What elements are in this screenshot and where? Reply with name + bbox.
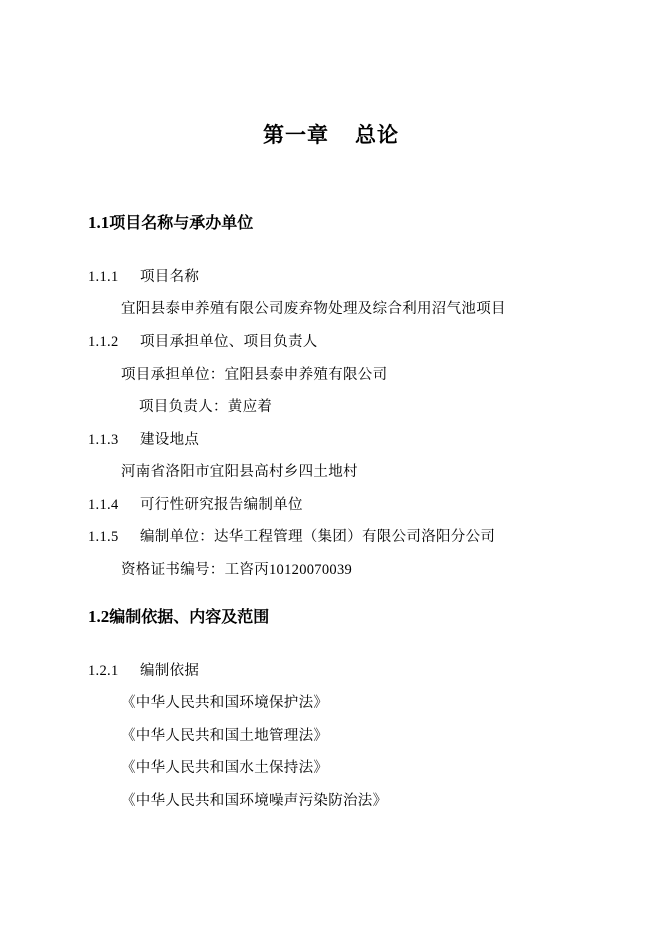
section-title: 项目名称与承办单位 <box>109 213 254 232</box>
project-leader-text: 项目负责人：黄应着 <box>139 399 273 415</box>
certificate-number-text <box>121 561 352 579</box>
subsection-title: 项目承担单位、项目负责人 <box>140 334 318 350</box>
subsection-title: 编制单位：达华工程管理（集团）有限公司洛阳分公司 <box>140 529 496 545</box>
subsection-title: 可行性研究报告编制单位 <box>140 497 303 513</box>
construction-site-text: 河南省洛阳市宜阳县高村乡四土地村 <box>121 464 358 480</box>
subsection-number: 1.2.1 <box>88 663 119 679</box>
certificate-label: 资格证书编号：工咨丙 <box>121 562 269 578</box>
law-item: 《中华人民共和国土地管理法》 <box>121 728 329 744</box>
section-title: 编制依据、内容及范围 <box>109 607 270 626</box>
subsection-number: 1.1.5 <box>88 529 119 545</box>
subsection-heading-1-1-3 <box>88 431 199 449</box>
law-item: 《中华人民共和国水土保持法》 <box>121 760 329 776</box>
law-item: 《中华人民共和国环境保护法》 <box>121 695 329 711</box>
subsection-number: 1.1.2 <box>88 334 119 350</box>
subsection-title: 编制依据 <box>140 663 200 679</box>
subsection-heading-1-1-1 <box>88 268 199 286</box>
section-number: 1.1 <box>88 213 110 232</box>
subsection-number: 1.1.3 <box>88 432 119 448</box>
chapter-name: 总论 <box>355 122 399 147</box>
undertaking-unit-text: 项目承担单位：宜阳县泰申养殖有限公司 <box>121 367 388 383</box>
subsection-heading-1-1-5 <box>88 528 495 546</box>
subsection-number: 1.1.1 <box>88 269 119 285</box>
subsection-number: 1.1.4 <box>88 497 119 513</box>
project-name-text: 宜阳县泰申养殖有限公司废弃物处理及综合利用沼气池项目 <box>121 301 506 317</box>
subsection-title: 建设地点 <box>140 432 200 448</box>
section-heading-1-2 <box>88 607 269 627</box>
section-heading-1-1 <box>88 213 253 233</box>
law-item: 《中华人民共和国环境噪声污染防治法》 <box>121 793 388 809</box>
certificate-number: 10120070039 <box>269 562 353 578</box>
subsection-heading-1-1-4 <box>88 496 303 514</box>
chapter-title <box>0 122 662 148</box>
subsection-heading-1-2-1 <box>88 662 199 680</box>
subsection-title: 项目名称 <box>140 269 200 285</box>
chapter-number: 第一章 <box>263 122 329 147</box>
subsection-heading-1-1-2 <box>88 333 318 351</box>
section-number: 1.2 <box>88 607 110 626</box>
